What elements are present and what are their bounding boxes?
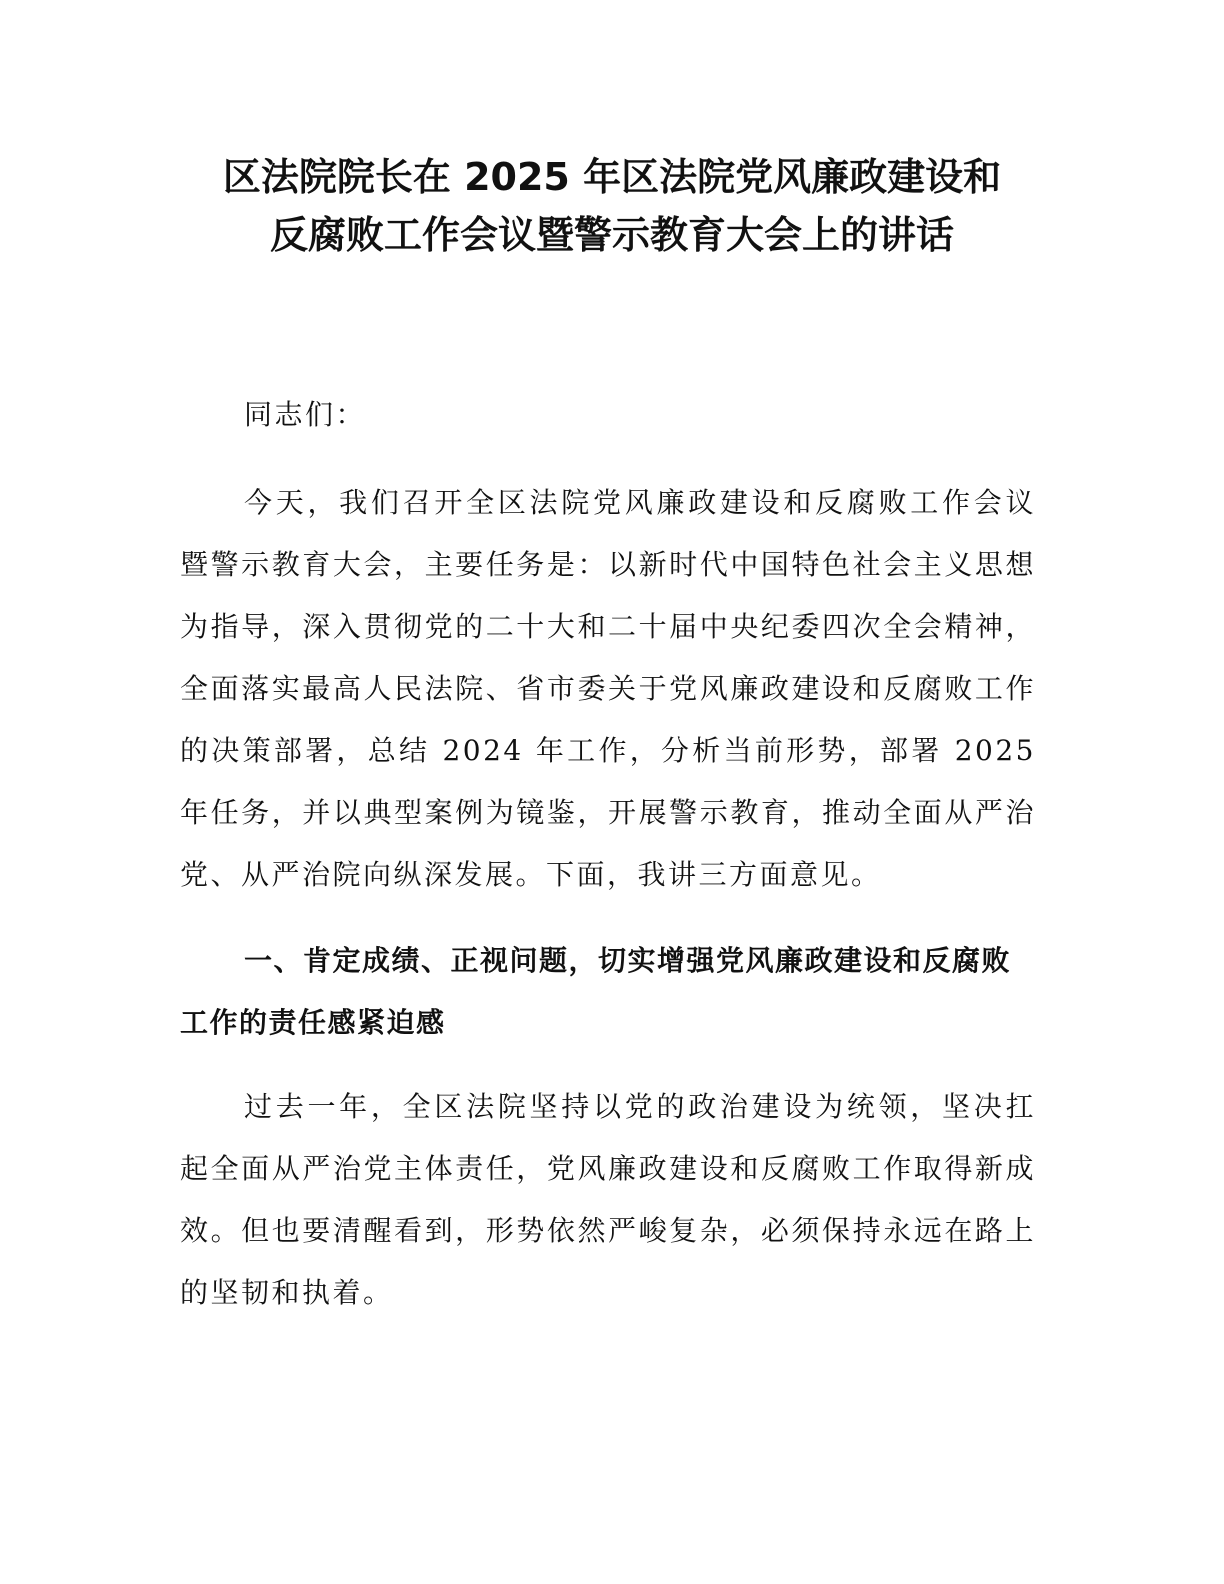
paragraph-intro: 今天，我们召开全区法院党风廉政建设和反腐败工作会议暨警示教育大会，主要任务是：以新时代中国特色社会主义思想为指导，深入贯彻党的二十大和二十届中央纪委四次全会精神，全面落实最高人民法院、省市委关于党风廉政建设和反腐败工作的决策部署，总结 2024 年工作，分析当前形势，部署 2025 年任务，并以典型案例为镜鉴，开展警示教育，推动全面从严治党、从严治院向纵深发展。下面，我讲三方面意见。 [180,486,1036,891]
paragraph-section-1: 过去一年，全区法院坚持以党的政治建设为统领，坚决扛起全面从严治党主体责任，党风廉政建设和反腐败工作取得新成效。但也要清醒看到，形势依然严峻复杂，必须保持永远在路上的坚韧和执着。 [180,1090,1036,1309]
section-heading-1: 一、肯定成绩、正视问题，切实增强党风廉政建设和反腐败工作的责任感紧迫感 [180,944,1012,1039]
document-title-line-2: 反腐败工作会议暨警示教育大会上的讲话 [269,213,954,257]
document-title [150,148,1074,264]
greeting: 同志们： [244,398,367,431]
document-title-line-1: 区法院院长在 2025 年区法院党风廉政建设和 [222,155,1002,199]
